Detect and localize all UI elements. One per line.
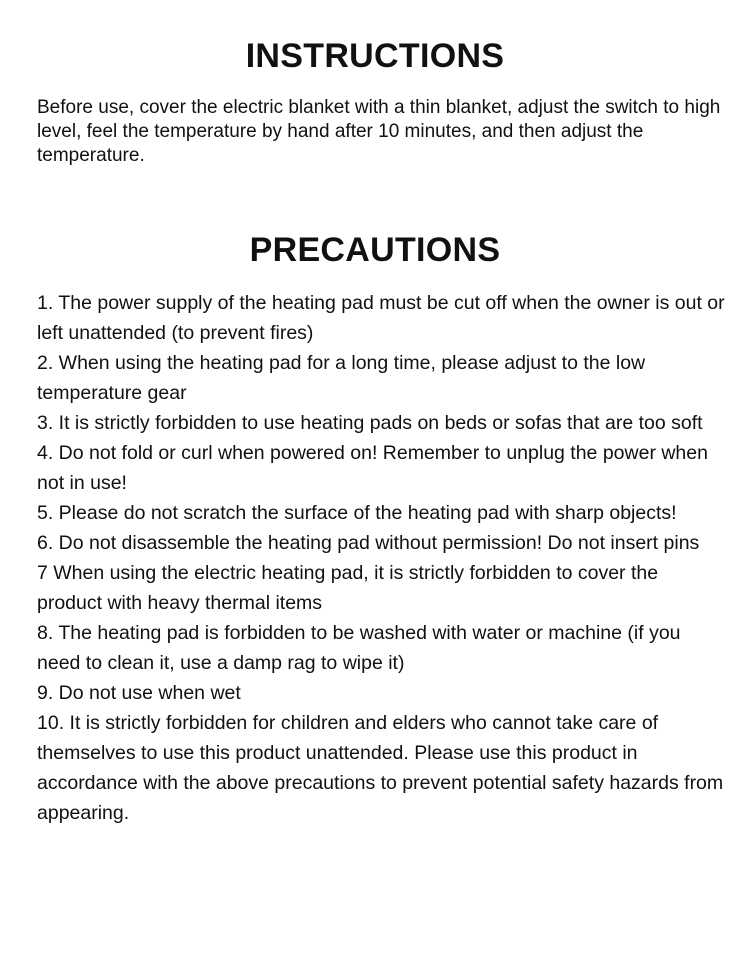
precaution-item-2: 2. When using the heating pad for a long time, please adjust to the low temperature gear (37, 352, 646, 404)
precaution-item-10: 10. It is strictly forbidden for children and elders who cannot take care of themselves to use this product unattended. Please use this product in accordance with the above precautions to prevent potential safety hazards from appearing. (37, 712, 724, 824)
precautions-heading: PRECAUTIONS (249, 231, 501, 269)
precaution-item-7: 7 When using the electric heating pad, it is strictly forbidden to cover the product with heavy thermal items (37, 562, 659, 614)
precautions-list (37, 288, 727, 828)
precaution-item-3: 3. It is strictly forbidden to use heating pads on beds or sofas that are too soft (37, 412, 703, 434)
precaution-item-8: 8. The heating pad is forbidden to be washed with water or machine (if you need to clean it, use a damp rag to wipe it) (37, 622, 681, 674)
instructions-paragraph: Before use, cover the electric blanket with a thin blanket, adjust the switch to high level, feel the temperature by hand after 10 minutes, and then adjust the temperature. (37, 97, 721, 166)
precaution-item-9: 9. Do not use when wet (37, 682, 241, 704)
precaution-item-5: 5. Please do not scratch the surface of the heating pad with sharp objects! (37, 502, 677, 524)
precaution-item-1: 1. The power supply of the heating pad must be cut off when the owner is out or left unattended (to prevent fires) (37, 292, 725, 344)
instructions-heading: INSTRUCTIONS (245, 37, 505, 75)
precaution-item-6: 6. Do not disassemble the heating pad without permission! Do not insert pins (37, 532, 700, 554)
precaution-item-4: 4. Do not fold or curl when powered on! Remember to unplug the power when not in use! (37, 442, 708, 494)
